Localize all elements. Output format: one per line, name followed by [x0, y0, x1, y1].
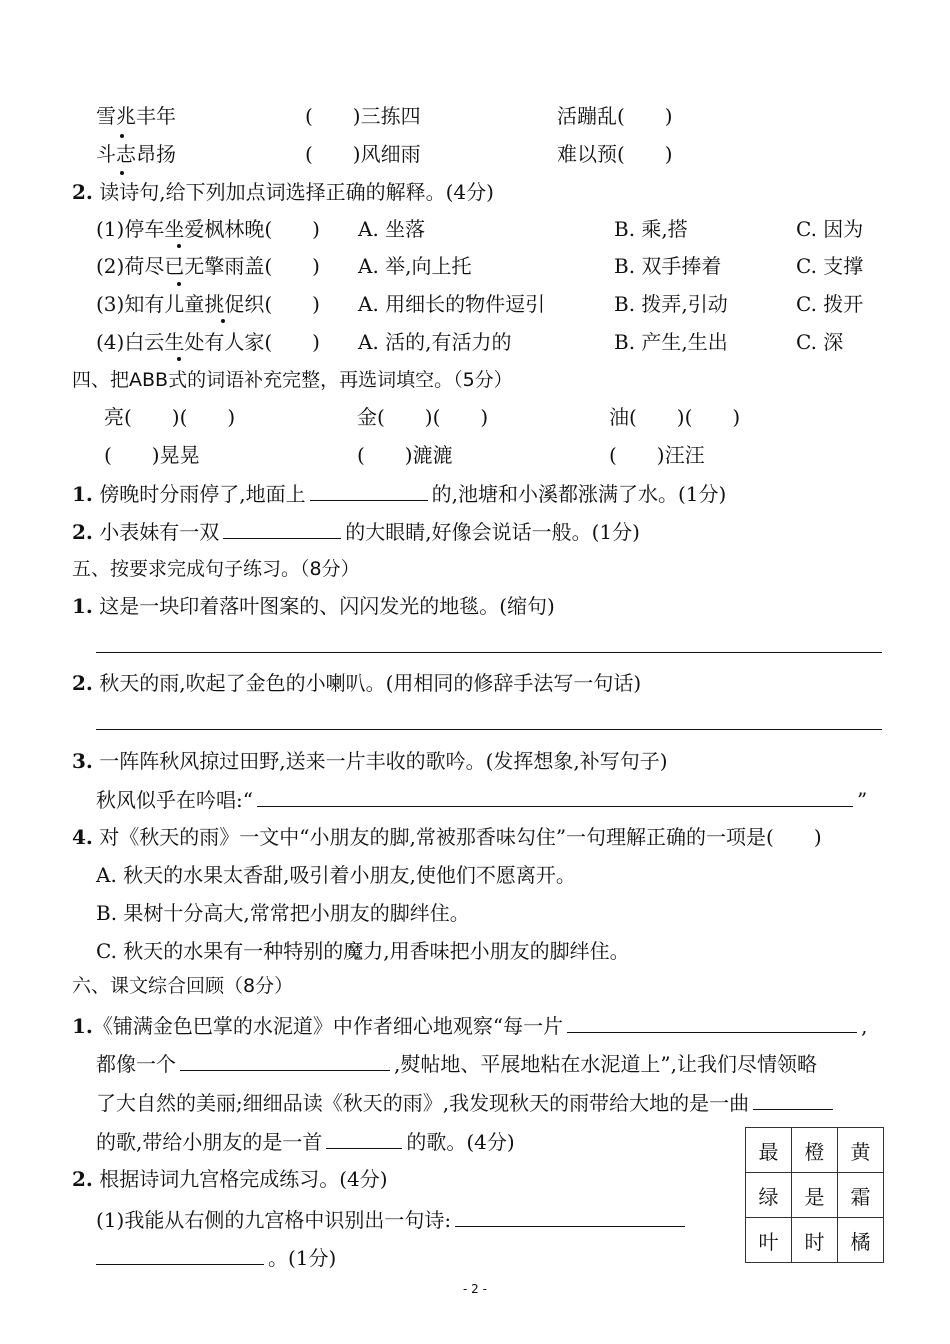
section-5-heading: 五、按要求完成句子练习。（8分） [72, 558, 360, 580]
emphasis-dot [177, 282, 181, 286]
abb-word-1: 亮( )( ) [104, 405, 236, 429]
answer-blank[interactable] [753, 1089, 833, 1110]
emphasis-dot [120, 171, 124, 175]
review-line-2: 都像一个 ,熨帖地、平展地粘在水泥道上”,让我们尽情领略 [96, 1052, 817, 1076]
grid-cell: 时 [792, 1218, 838, 1263]
poem-opt-4c: C. 深 [796, 330, 844, 354]
poem-opt-3b: B. 拨弄,引动 [614, 292, 728, 316]
answer-blank[interactable] [223, 518, 341, 539]
answer-blank[interactable] [326, 1128, 402, 1149]
answer-blank[interactable] [567, 1012, 857, 1033]
emphasis-dot [120, 134, 124, 138]
poem-line-4: (4)白云生处有人家( ) [96, 330, 320, 354]
review-line-1: 1.《铺满金色巴掌的水泥道》中作者细心地观察“每一片 , [72, 1014, 868, 1038]
grid-cell: 橘 [838, 1218, 884, 1263]
review-line-4: 的歌,带给小朋友的是一首 的歌。(4分) [96, 1130, 515, 1154]
grid-question-1: (1)我能从右侧的九宫格中识别出一句诗: [96, 1206, 689, 1233]
poem-opt-1b: B. 乘,搭 [614, 217, 688, 241]
idiom-4: 斗志昂扬 [96, 142, 176, 166]
fill-sentence-2: 2. 小表妹有一双 的大眼睛,好像会说话一般。(1分) [72, 520, 640, 544]
answer-line[interactable] [96, 652, 882, 653]
poem-opt-2b: B. 双手捧着 [614, 254, 722, 278]
emphasis-dot [177, 357, 181, 361]
sentence-q2: 2. 秋天的雨,吹起了金色的小喇叭。(用相同的修辞手法写一句话) [72, 671, 642, 695]
poem-opt-1a: A. 坐落 [358, 217, 426, 241]
grid-cell: 霜 [838, 1173, 884, 1218]
grid-question: 2. 根据诗词九宫格完成练习。(4分) [72, 1167, 388, 1191]
idiom-3: 活蹦乱( ) [557, 104, 673, 128]
grid-cell: 最 [746, 1128, 792, 1173]
poem-line-1: (1)停车坐爱枫林晚( ) [96, 217, 320, 241]
poem-opt-2c: C. 支撑 [796, 254, 864, 278]
section-4-heading: 四、把ABB式的词语补充完整，再选词填空。（5分） [72, 369, 513, 391]
page-number: - 2 - [463, 1282, 487, 1296]
sentence-q3: 3. 一阵阵秋风掠过田野,送来一片丰收的歌吟。(发挥想象,补写句子) [72, 749, 668, 773]
emphasis-dot [221, 319, 225, 323]
poem-opt-3c: C. 拨开 [796, 292, 864, 316]
review-line-3: 了大自然的美丽;细细品读《秋天的雨》,我发现秋天的雨带给大地的是一曲 [96, 1089, 837, 1116]
grid-cell: 叶 [746, 1218, 792, 1263]
question-2-title: 2. 读诗句,给下列加点词选择正确的解释。(4分) [72, 180, 494, 204]
idiom-6: 难以预( ) [557, 142, 673, 166]
abb-word-2: 金( )( ) [357, 405, 489, 429]
grid-cell: 黄 [838, 1128, 884, 1173]
abb-word-6: ( )汪汪 [609, 443, 705, 467]
grid-cell: 是 [792, 1173, 838, 1218]
answer-blank[interactable] [96, 1244, 264, 1265]
grid-cell: 橙 [792, 1128, 838, 1173]
sentence-q1: 1. 这是一块印着落叶图案的、闪闪发光的地毯。(缩句) [72, 594, 555, 618]
sentence-q4: 4. 对《秋天的雨》一文中“小朋友的脚,常被那香味勾住”一句理解正确的一项是( ) [72, 825, 822, 849]
abb-word-4: ( )晃晃 [104, 443, 200, 467]
idiom-2: ( )三拣四 [305, 104, 421, 128]
answer-line[interactable] [96, 729, 882, 730]
choice-a[interactable]: A. 秋天的水果太香甜,吸引着小朋友,使他们不愿离开。 [96, 863, 576, 887]
emphasis-dot [177, 244, 181, 248]
poem-nine-grid [745, 1127, 884, 1263]
grid-question-1-end: 。(1分) [96, 1244, 336, 1271]
answer-blank[interactable] [455, 1206, 685, 1227]
sentence-q3-fill: 秋风似乎在吟唱:“ ” [96, 788, 868, 812]
poem-line-2: (2)荷尽已无擎雨盖( ) [96, 254, 320, 278]
poem-opt-3a: A. 用细长的物件逗引 [358, 292, 546, 316]
grid-cell: 绿 [746, 1173, 792, 1218]
idiom-5: ( )风细雨 [305, 142, 421, 166]
poem-opt-4b: B. 产生,生出 [614, 330, 728, 354]
section-6-heading: 六、课文综合回顾（8分） [72, 975, 294, 997]
poem-opt-4a: A. 活的,有活力的 [358, 330, 512, 354]
answer-blank[interactable] [310, 480, 428, 501]
answer-blank[interactable] [257, 786, 853, 807]
poem-opt-1c: C. 因为 [796, 217, 864, 241]
fill-sentence-1: 1. 傍晚时分雨停了,地面上 的,池塘和小溪都涨满了水。(1分) [72, 482, 727, 506]
idiom-1: 雪兆丰年 [96, 104, 176, 128]
poem-opt-2a: A. 举,向上托 [358, 254, 472, 278]
answer-blank[interactable] [180, 1050, 390, 1071]
poem-line-3: (3)知有儿童挑促织( ) [96, 292, 320, 316]
choice-b[interactable]: B. 果树十分高大,常常把小朋友的脚绊住。 [96, 901, 470, 925]
abb-word-5: ( )漉漉 [357, 443, 453, 467]
abb-word-3: 油( )( ) [609, 405, 741, 429]
choice-c[interactable]: C. 秋天的水果有一种特别的魔力,用香味把小朋友的脚绊住。 [96, 939, 630, 963]
